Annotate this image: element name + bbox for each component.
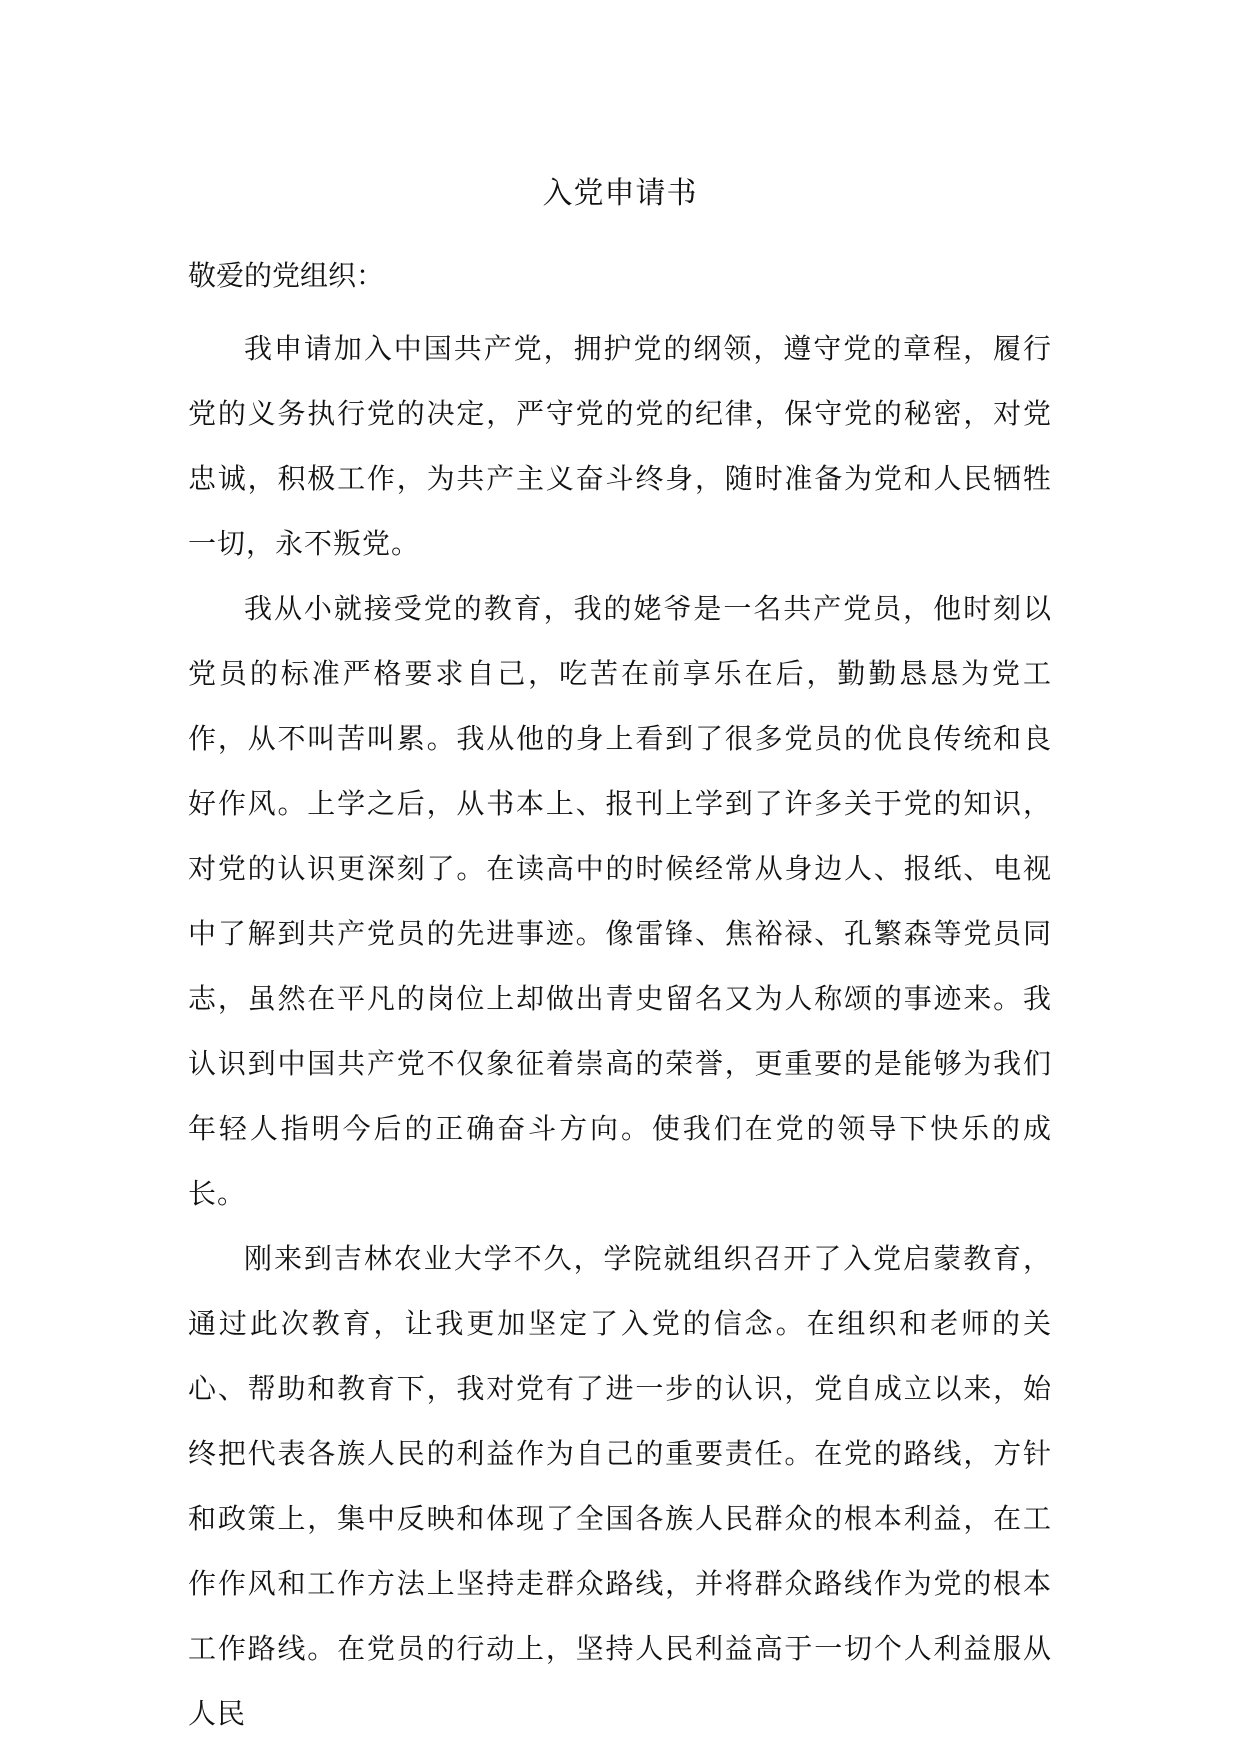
document-body — [188, 316, 1052, 1746]
paragraph-2: 我从小就接受党的教育，我的姥爷是一名共产党员，他时刻以党员的标准严格要求自己，吃苦在前享乐在后，勤勤恳恳为党工作，从不叫苦叫累。我从他的身上看到了很多党员的优良传统和良好作风。上学之后，从书本上、报刊上学到了许多关于党的知识，对党的认识更深刻了。在读高中的时候经常从身边人、报纸、电视中了解到共产党员的先进事迹。像雷锋、焦裕禄、孔繁森等党员同志，虽然在平凡的岗位上却做出青史留名又为人称颂的事迹来。我认识到中国共产党不仅象征着崇高的荣誉，更重要的是能够为我们年轻人指明今后的正确奋斗方向。使我们在党的领导下快乐的成长。 — [188, 592, 1052, 1210]
document-title: 入党申请书 — [542, 176, 698, 211]
paragraph-3: 刚来到吉林农业大学不久，学院就组织召开了入党启蒙教育，通过此次教育，让我更加坚定了入党的信念。在组织和老师的关心、帮助和教育下，我对党有了进一步的认识，党自成立以来，始终把代表各族人民的利益作为自己的重要责任。在党的路线，方针和政策上，集中反映和体现了全国各族人民群众的根本利益，在工作作风和工作方法上坚持走群众路线，并将群众路线作为党的根本工作路线。在党员的行动上，坚持人民利益高于一切个人利益服从人民 — [188, 1242, 1052, 1730]
paragraph-1: 我申请加入中国共产党，拥护党的纲领，遵守党的章程，履行党的义务执行党的决定，严守党的党的纪律，保守党的秘密，对党忠诚，积极工作，为共产主义奋斗终身，随时准备为党和人民牺牲一切，永不叛党。 — [188, 332, 1052, 560]
salutation: 敬爱的党组织： — [188, 259, 385, 292]
